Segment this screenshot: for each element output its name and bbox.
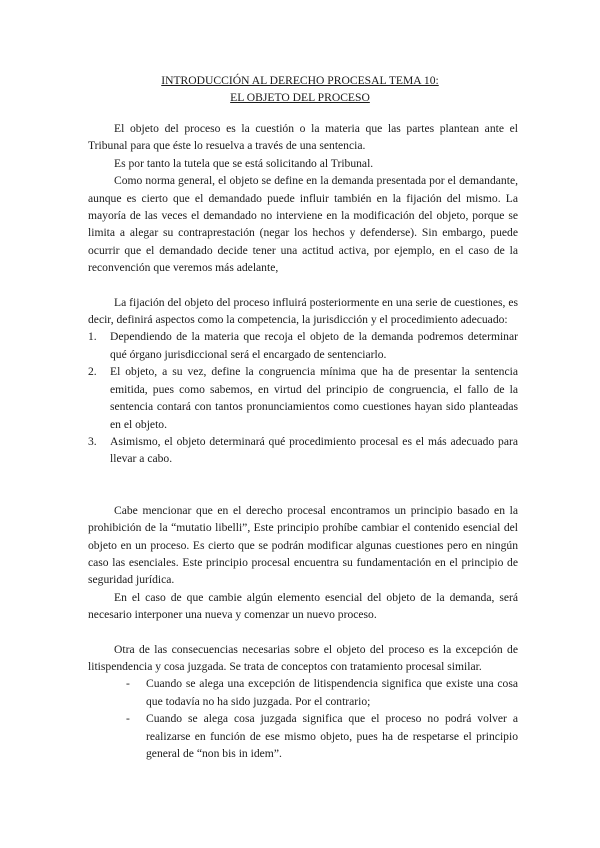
list-marker: 1.: [88, 330, 97, 344]
list-item-text: Asimismo, el objeto determinará qué procedimiento procesal es el más adecuado para llevar a cabo.: [110, 434, 518, 466]
document-title: [0, 72, 600, 107]
list-marker: 2.: [88, 365, 97, 379]
list-item: [88, 363, 518, 433]
paragraph: Cabe mencionar que en el derecho procesal encontramos un principio basado en la prohibición de la “mutatio libelli”, Este principio prohíbe cambiar el contenido esencial del objeto en un proceso. Es cierto que se podrán modificar algunas cuestiones pero en ningún caso las esenciales. Este principio procesal encuentra su fundamentación en el principio de seguridad jurídica.: [88, 503, 518, 587]
list-item: [88, 710, 518, 762]
paragraph: Es por tanto la tutela que se está solicitando al Tribunal.: [114, 156, 374, 170]
title-line-1: INTRODUCCIÓN AL DERECHO PROCESAL TEMA 10:: [161, 74, 439, 87]
dash-list: [88, 675, 518, 762]
numbered-list: [88, 328, 518, 467]
list-item: [88, 328, 518, 363]
list-item: [88, 433, 518, 468]
list-marker: 3.: [88, 434, 97, 448]
list-item: [88, 675, 518, 710]
paragraph: Como norma general, el objeto se define en la demanda presentada por el demandante, aunque es cierto que el demandado puede influir también en la fijación del mismo. La mayoría de las veces el demandado no interviene en la modificación del objeto, porque se limita a alegar su contraprestación (negar los hechos y defenderse). Sin embargo, puede ocurrir que el demandado decide tener una actitud activa, por ejemplo, en el caso de la reconvención que veremos más adelante,: [88, 174, 518, 275]
list-marker: -: [126, 712, 130, 726]
spacer: [88, 485, 518, 502]
list-marker: -: [126, 677, 130, 691]
list-item-text: El objeto, a su vez, define la congruencia mínima que ha de presentar la sentencia emitida, pues como sabemos, en virtud del principio de congruencia, el fallo de la sentencia contará con tantos pronunciamientos como cuestiones hayan sido planteadas en el objeto.: [110, 365, 518, 431]
spacer: [88, 624, 518, 641]
list-item-text: Cuando se alega una excepción de litispendencia significa que existe una cosa que todavía no ha sido juzgada. Por el contrario;: [146, 677, 518, 708]
list-item-text: Cuando se alega cosa juzgada significa que el proceso no podrá volver a realizarse en función de ese mismo objeto, pues ha de respetarse el principio general de “non bis in idem”.: [146, 712, 518, 760]
document-body: [88, 120, 518, 762]
paragraph: La fijación del objeto del proceso influirá posteriormente en una serie de cuestiones, es decir, definirá aspectos como la competencia, la jurisdicción y el procedimiento adecuado:: [88, 295, 518, 327]
spacer: [88, 468, 518, 485]
paragraph: El objeto del proceso es la cuestión o la materia que las partes plantean ante el Tribunal para que éste lo resuelva a través de una sentencia.: [88, 122, 518, 153]
paragraph: En el caso de que cambie algún elemento esencial del objeto de la demanda, será necesario interponer una nueva y comenzar un nuevo proceso.: [88, 590, 518, 622]
title-line-2: EL OBJETO DEL PROCESO: [230, 91, 370, 105]
spacer: [88, 277, 518, 294]
list-item-text: Dependiendo de la materia que recoja el objeto de la demanda podremos determinar qué órgano jurisdiccional será el encargado de sentenciarlo.: [110, 330, 518, 361]
paragraph: Otra de las consecuencias necesarias sobre el objeto del proceso es la excepción de litispendencia y cosa juzgada. Se trata de conceptos con tratamiento procesal similar.: [88, 642, 518, 673]
